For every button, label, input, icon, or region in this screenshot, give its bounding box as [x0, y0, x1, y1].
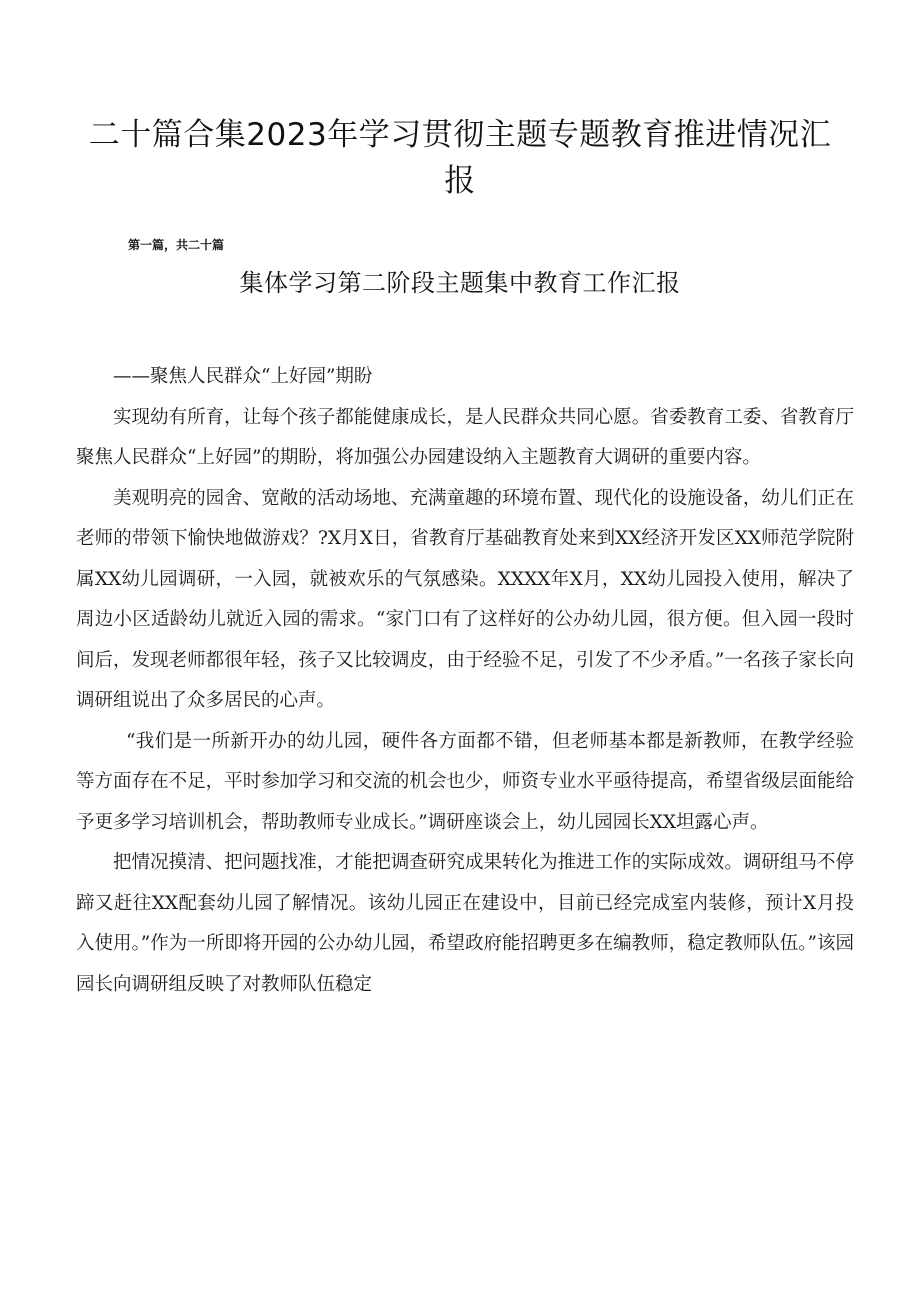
- paragraph-2: 美观明亮的园舍、宽敞的活动场地、充满童趣的环境布置、现代化的设施设备，幼儿们正在老师的带领下愉快地做游戏？?X月X日，省教育厅基础教育处来到XX经济开发区XX师范学院附属XX幼儿园调研，一入园，就被欢乐的气氛感染。XXXX年X月，XX幼儿园投入使用，解决了周边小区适龄幼儿就近入园的需求。“家门口有了这样好的公办幼儿园，很方便。但入园一段时间后，发现老师都很年轻，孩子又比较调皮，由于经验不足，引发了不少矛盾。”一名孩子家长向调研组说出了众多居民的心声。: [76, 487, 854, 711]
- paragraph-4: 把情况摸清、把问题找准，才能把调查研究成果转化为推进工作的实际成效。调研组马不停蹄又赶往XX配套幼儿园了解情况。该幼儿园正在建设中，目前已经完成室内装修，预计X月投入使用。”作为一所即将开园的公办幼儿园，希望政府能招聘更多在编教师，稳定教师队伍。”该园园长向调研组反映了对教师队伍稳定: [76, 852, 854, 995]
- section-title: 集体学习第二阶段主题集中教育工作汇报: [239, 269, 681, 297]
- part-label: 第一篇，共二十篇: [128, 238, 225, 252]
- document-body: [76, 357, 854, 1005]
- paragraph-3: “我们是一所新开办的幼儿园，硬件各方面都不错，但老师基本都是新教师，在教学经验等方面存在不足，平时参加学习和交流的机会也少，师资专业水平亟待提高，希望省级层面能给予更多学习培训机会，帮助教师专业成长。”调研座谈会上，幼儿园园长XX坦露心声。: [76, 730, 854, 833]
- subtitle-line: ——聚焦人民群众“上好园”期盼: [113, 366, 373, 387]
- document-title: 二十篇合集2023年学习贯彻主题专题教育推进情况汇报: [88, 117, 832, 199]
- paragraph-1: 实现幼有所育，让每个孩子都能健康成长，是人民群众共同心愿。省委教育工委、省教育厅聚焦人民群众“上好园”的期盼，将加强公办园建设纳入主题教育大调研的重要内容。: [76, 406, 854, 468]
